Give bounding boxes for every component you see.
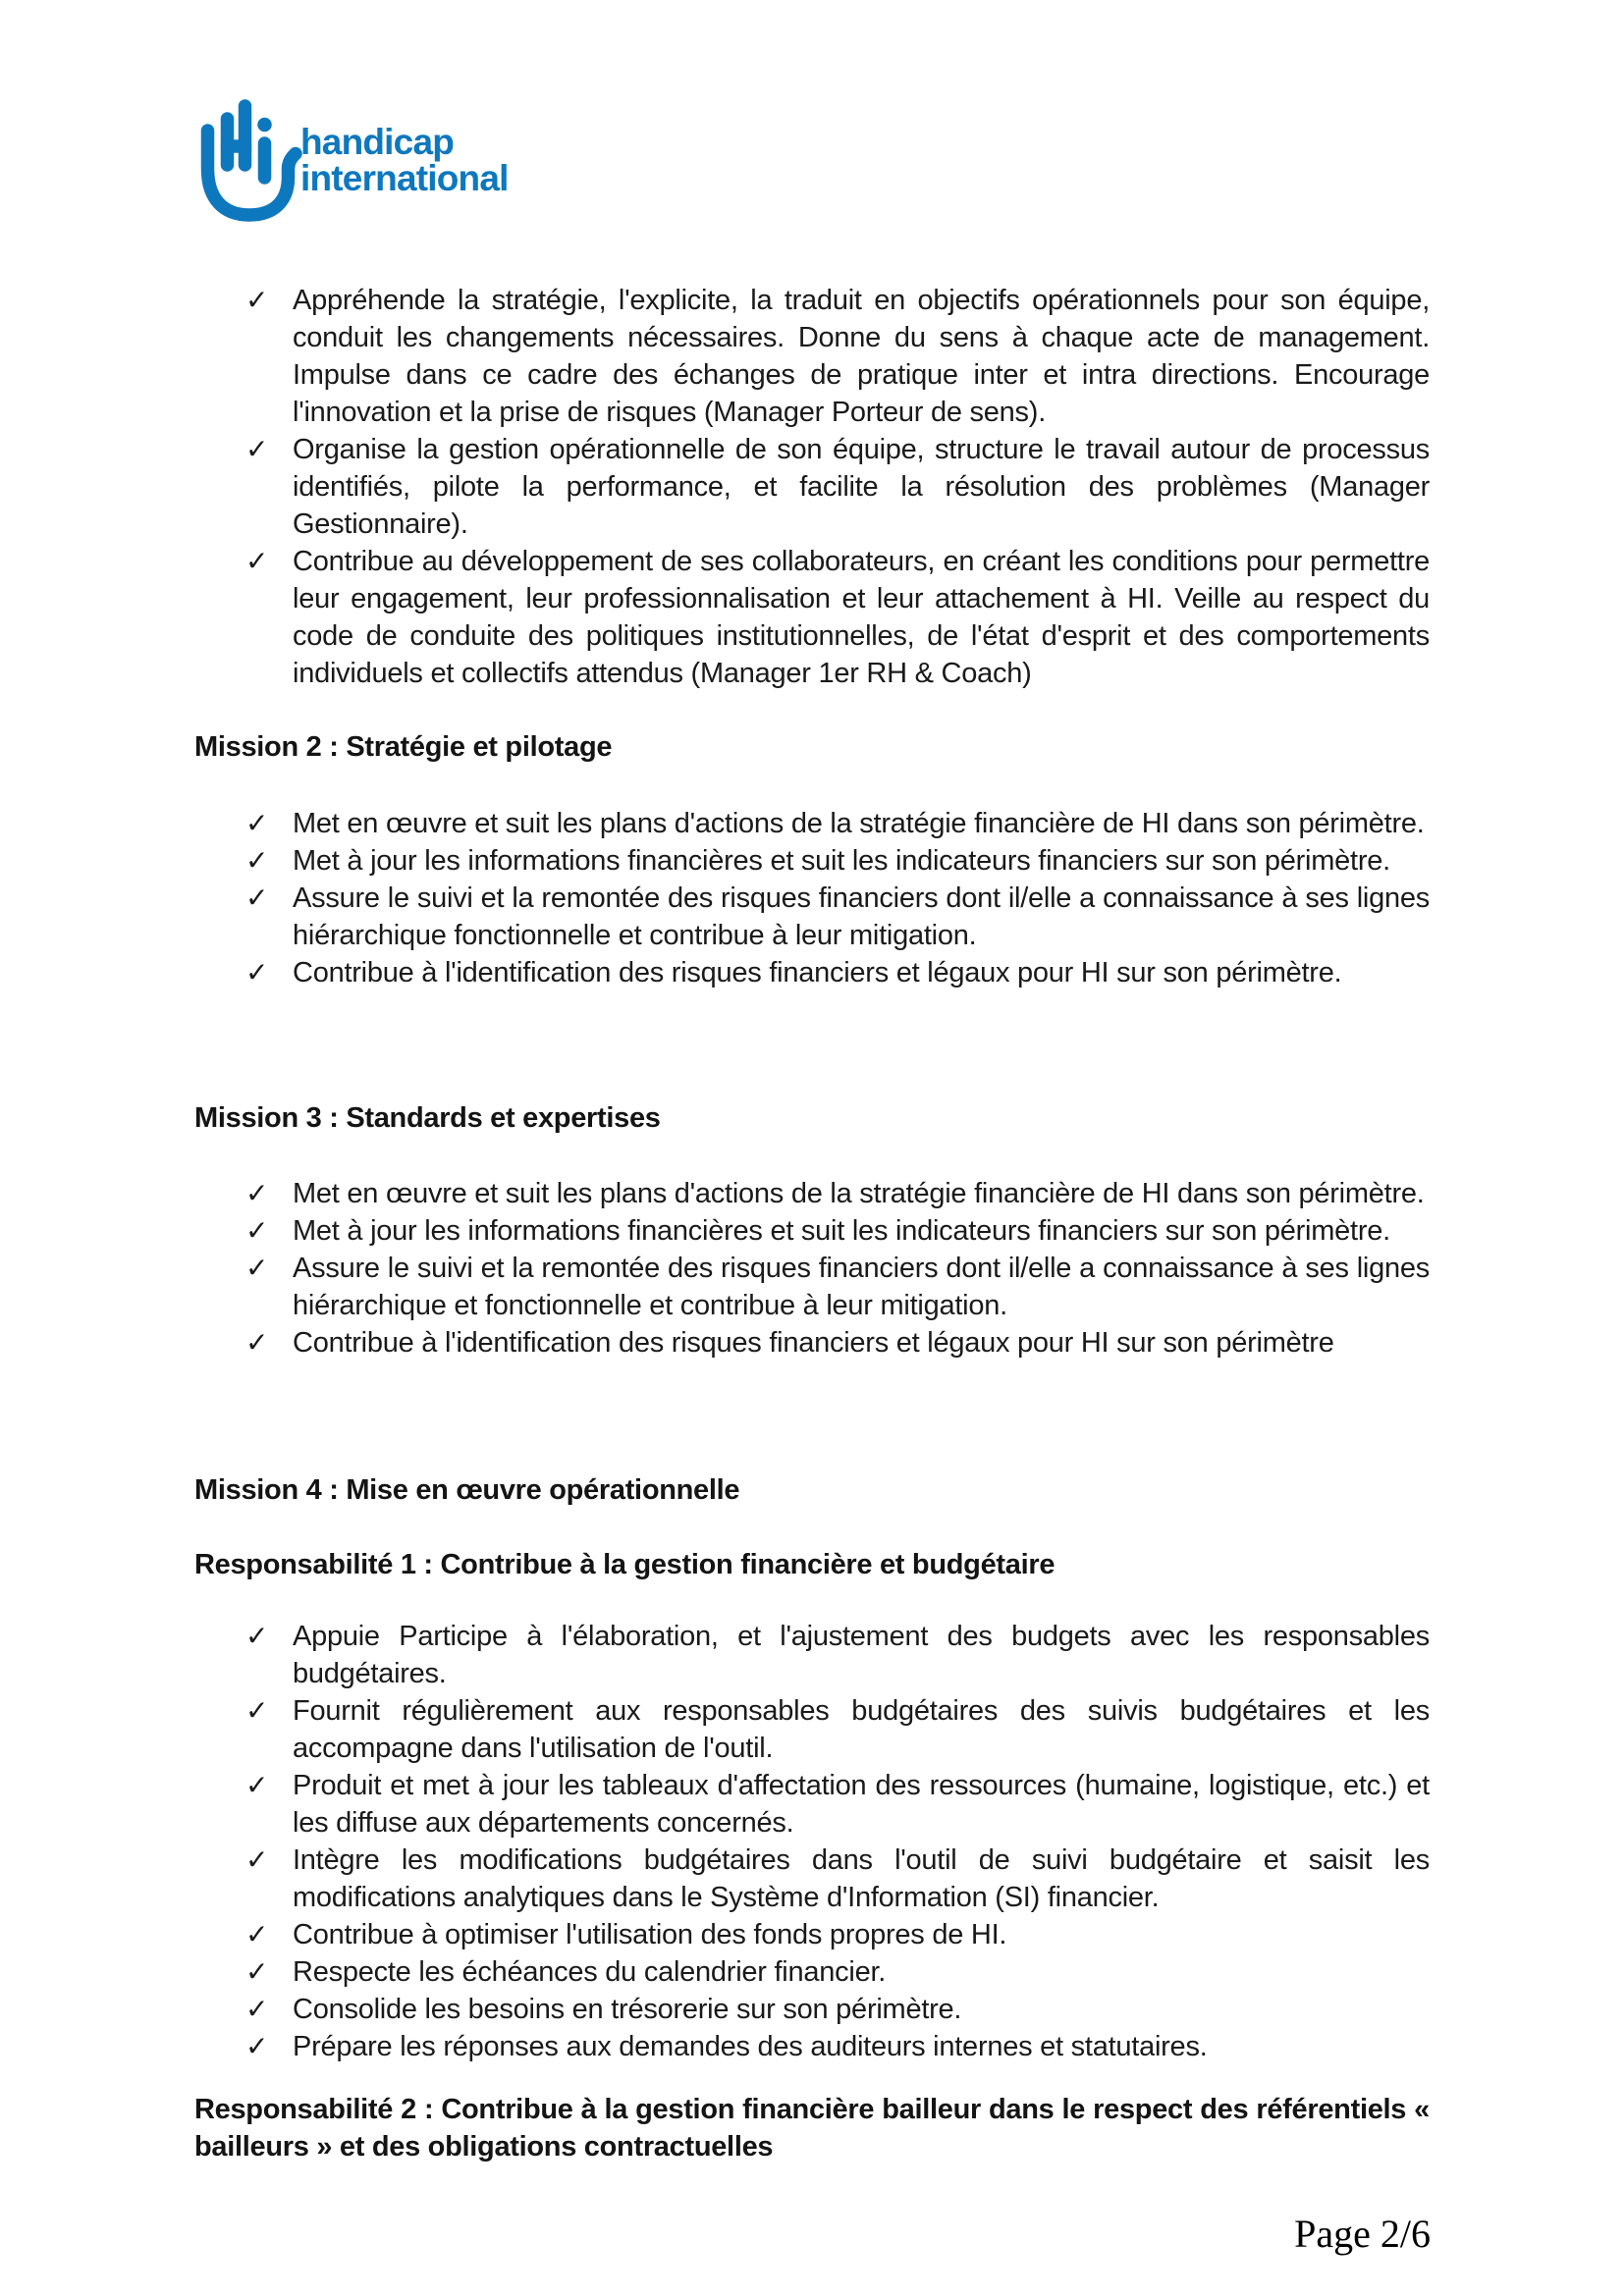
checkmark-icon: ✓ [245, 1326, 269, 1359]
bullet-text: Prépare les réponses aux demandes des auditeurs internes et statutaires. [293, 2031, 1208, 2062]
checkmark-icon: ✓ [245, 1843, 269, 1876]
bullet-text: Assure le suivi et la remontée des risques financiers dont il/elle a connaissance à ses lignes hiérarchique fonctionnelle et contribue à leur mitigation. [293, 882, 1430, 951]
bullet-list-4 [194, 1175, 1430, 1362]
logo-brand-line2: international [300, 158, 509, 198]
bullet-item [194, 1175, 1430, 1212]
bullet-text: Appuie Participe à l'élaboration, et l'ajustement des budgets avec les responsables budgétaires. [293, 1621, 1430, 1689]
bullet-item [194, 1953, 1430, 1991]
checkmark-icon: ✓ [245, 1993, 269, 2025]
bullet-list-2 [194, 805, 1430, 991]
heading-1: Mission 2 : Stratégie et pilotage [194, 731, 613, 763]
bullet-list-0 [194, 282, 1430, 692]
bullet-item [194, 1767, 1430, 1842]
bullet-item [194, 431, 1430, 543]
bullet-item [194, 2028, 1430, 2065]
heading-3: Mission 3 : Standards et expertises [194, 1102, 661, 1134]
checkmark-icon: ✓ [245, 1955, 269, 1988]
bullet-item [194, 1324, 1430, 1362]
bullet-text: Met à jour les informations financières et suit les indicateurs financiers sur son périmètre. [293, 845, 1390, 877]
bullet-item [194, 880, 1430, 954]
bullet-text: Assure le suivi et la remontée des risques financiers dont il/elle a connaissance à ses lignes hiérarchique et fonctionnelle et contribue à leur mitigation. [293, 1253, 1430, 1321]
bullet-text: Appréhende la stratégie, l'explicite, la traduit en objectifs opérationnels pour son équipe, conduit les changements nécessaires. Donne du sens à chaque acte de management. Impulse dans ce cadre des échanges de pratique inter et intra directions. Encourage l'innovation et la prise de risques (Manager Porteur de sens). [293, 285, 1430, 428]
checkmark-icon: ✓ [245, 881, 269, 914]
bullet-text: Contribue à optimiser l'utilisation des fonds propres de HI. [293, 1919, 1007, 1950]
checkmark-icon: ✓ [245, 1252, 269, 1284]
checkmark-icon: ✓ [245, 844, 269, 877]
bullet-item [194, 1991, 1430, 2028]
bullet-item [194, 543, 1430, 692]
checkmark-icon: ✓ [245, 284, 269, 316]
bullet-text: Met en œuvre et suit les plans d'actions de la stratégie financière de HI dans son périmètre. [293, 1178, 1425, 1209]
logo-brand-line1: handicap [300, 122, 455, 162]
bullet-item [194, 1916, 1430, 1953]
bullet-item [194, 1618, 1430, 1692]
bullet-text: Intègre les modifications budgétaires dans l'outil de suivi budgétaire et saisit les modifications analytiques dans le Système d'Information (SI) financier. [293, 1844, 1430, 1913]
bullet-item [194, 1842, 1430, 1916]
bullet-list-7 [194, 1618, 1430, 2065]
heading-5: Mission 4 : Mise en œuvre opérationnelle [194, 1474, 740, 1506]
logo-wordmark [300, 124, 509, 196]
bullet-text: Consolide les besoins en trésorerie sur son périmètre. [293, 1994, 962, 2025]
checkmark-icon: ✓ [245, 2030, 269, 2062]
bullet-text: Contribue à l'identification des risques financiers et légaux pour HI sur son périmètre. [293, 957, 1342, 988]
checkmark-icon: ✓ [245, 1177, 269, 1209]
bullet-text: Fournit régulièrement aux responsables budgétaires des suivis budgétaires et les accompagne dans l'utilisation de l'outil. [293, 1695, 1430, 1764]
letter-i-dot [257, 118, 272, 133]
logo [189, 91, 543, 234]
bullet-item [194, 1692, 1430, 1767]
hi-hand-logo-icon [189, 91, 307, 234]
bullet-item [194, 1250, 1430, 1324]
bullet-item [194, 805, 1430, 842]
checkmark-icon: ✓ [245, 1694, 269, 1727]
checkmark-icon: ✓ [245, 1620, 269, 1652]
bullet-item [194, 842, 1430, 880]
checkmark-icon: ✓ [245, 433, 269, 465]
bullet-text: Produit et met à jour les tableaux d'affectation des ressources (humaine, logistique, etc.) et les diffuse aux départements concernés. [293, 1770, 1430, 1839]
bullet-item [194, 282, 1430, 431]
heading-6: Responsabilité 1 : Contribue à la gestion financière et budgétaire [194, 1549, 1056, 1580]
checkmark-icon: ✓ [245, 807, 269, 839]
bullet-text: Contribue au développement de ses collaborateurs, en créant les conditions pour permettre leur engagement, leur professionnalisation et leur attachement à HI. Veille au respect du code de conduite des politiques institutionnelles, de l'état d'esprit et des comportements individuels et collectifs attendus (Manager 1er RH & Coach) [293, 546, 1430, 689]
checkmark-icon: ✓ [245, 1769, 269, 1801]
page-number: Page 2/6 [1294, 2212, 1431, 2256]
checkmark-icon: ✓ [245, 956, 269, 988]
bullet-text: Contribue à l'identification des risques financiers et légaux pour HI sur son périmètre [293, 1327, 1334, 1359]
bullet-text: Met en œuvre et suit les plans d'actions de la stratégie financière de HI dans son périmètre. [293, 808, 1425, 839]
checkmark-icon: ✓ [245, 1918, 269, 1950]
bullet-text: Respecte les échéances du calendrier financier. [293, 1956, 887, 1988]
bullet-text: Met à jour les informations financières et suit les indicateurs financiers sur son périmètre. [293, 1215, 1390, 1247]
checkmark-icon: ✓ [245, 545, 269, 577]
checkmark-icon: ✓ [245, 1214, 269, 1247]
heading-8: Responsabilité 2 : Contribue à la gestion financière bailleur dans le respect des référentiels « bailleurs » et des obligations contractuelles [194, 2094, 1430, 2163]
bullet-item [194, 1212, 1430, 1250]
bullet-item [194, 954, 1430, 991]
bullet-text: Organise la gestion opérationnelle de son équipe, structure le travail autour de processus identifiés, pilote la performance, et facilite la résolution des problèmes (Manager Gestionnaire). [293, 434, 1430, 540]
